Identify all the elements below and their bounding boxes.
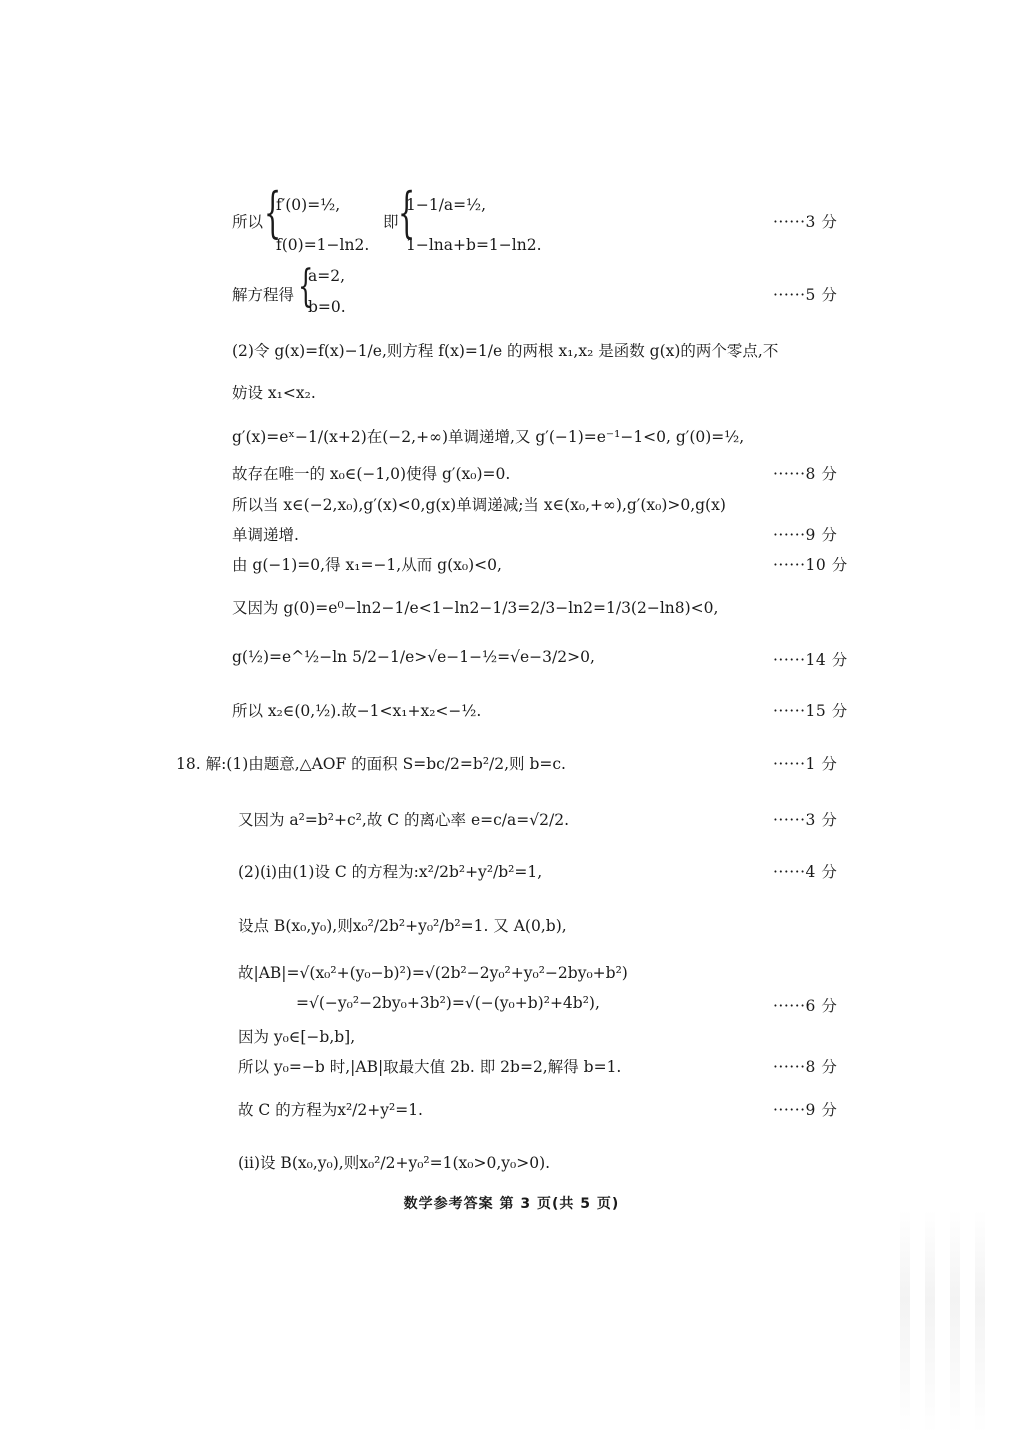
eq-f0: f(0)=1−ln2. xyxy=(276,236,370,254)
scan-artifact xyxy=(900,1210,910,1434)
score: ······4 分 xyxy=(773,863,838,881)
text-line: 又因为 g(0)=e⁰−ln2−1/e<1−ln2−1/3=2/3−ln2=1/3(2−ln8)<0, xyxy=(232,599,719,617)
scan-artifact xyxy=(950,1210,960,1434)
eq-fprime: f′(0)=½, xyxy=(276,196,341,214)
text-line: 单调递增. xyxy=(232,526,299,544)
text-line: 因为 y₀∈[−b,b], xyxy=(238,1028,356,1046)
score: ······8 分 xyxy=(773,1058,838,1076)
text-so: 所以 xyxy=(232,213,264,231)
text-line: 所以当 x∈(−2,x₀),g′(x)<0,g(x)单调递减;当 x∈(x₀,+∞),g′(x₀)>0,g(x) xyxy=(232,496,726,514)
text-line: 故 C 的方程为x²/2+y²=1. xyxy=(238,1101,423,1119)
score: ······5 分 xyxy=(773,286,838,304)
left-brace: { xyxy=(398,181,416,244)
scan-artifact xyxy=(925,1210,935,1434)
eq-a2: a=2, xyxy=(308,267,346,285)
text-line: (ii)设 B(x₀,y₀),则x₀²/2+y₀²=1(x₀>0,y₀>0). xyxy=(238,1154,551,1172)
text-line: 所以 x₂∈(0,½).故−1<x₁+x₂<−½. xyxy=(232,702,482,720)
eq-b0: b=0. xyxy=(308,298,346,316)
text-line: 故|AB|=√(x₀²+(y₀−b)²)=√(2b²−2y₀²+y₀²−2by₀+b²) xyxy=(238,964,628,982)
text-line: 故存在唯一的 x₀∈(−1,0)使得 g′(x₀)=0. xyxy=(232,465,511,483)
score: ······3 分 xyxy=(773,811,838,829)
text-line: 妨设 x₁<x₂. xyxy=(232,384,316,402)
score: ······3 分 xyxy=(773,213,838,231)
text-line: (2)令 g(x)=f(x)−1/e,则方程 f(x)=1/e 的两根 x₁,x₂ 是函数 g(x)的两个零点,不 xyxy=(232,342,779,360)
problem-18-heading: 18. 解:(1)由题意,△AOF 的面积 S=bc/2=b²/2,则 b=c. xyxy=(176,755,566,773)
text-line: g(½)=e^½−ln 5/2−1/e>√e−1−½=√e−3/2>0, xyxy=(232,648,595,666)
eq-a: 1−1/a=½, xyxy=(406,196,487,214)
text-line: (2)(i)由(1)设 C 的方程为:x²/2b²+y²/b²=1, xyxy=(238,863,543,881)
text-line: 所以 y₀=−b 时,|AB|取最大值 2b. 即 2b=2,解得 b=1. xyxy=(238,1058,622,1076)
text-solve: 解方程得 xyxy=(232,286,295,304)
text-namely: 即 xyxy=(383,213,399,231)
score: ······9 分 xyxy=(773,526,838,544)
text-line: g′(x)=eˣ−1/(x+2)在(−2,+∞)单调递增,又 g′(−1)=e⁻¹−1<0, g′(0)=½, xyxy=(232,428,745,446)
score: ······14 分 xyxy=(773,651,848,669)
text-line: 由 g(−1)=0,得 x₁=−1,从而 g(x₀)<0, xyxy=(232,556,502,574)
text-line: =√(−y₀²−2by₀+3b²)=√(−(y₀+b)²+4b²), xyxy=(296,994,600,1012)
left-brace: { xyxy=(264,181,282,244)
scan-artifact xyxy=(975,1210,985,1434)
score: ······9 分 xyxy=(773,1101,838,1119)
score: ······8 分 xyxy=(773,465,838,483)
score: ······6 分 xyxy=(773,997,838,1015)
text-line: 设点 B(x₀,y₀),则x₀²/2b²+y₀²/b²=1. 又 A(0,b), xyxy=(238,917,567,935)
eq-b: 1−lna+b=1−ln2. xyxy=(406,236,542,254)
score: ······10 分 xyxy=(773,556,848,574)
page-footer: 数学参考答案 第 3 页(共 5 页) xyxy=(403,1196,620,1212)
score: ······15 分 xyxy=(773,702,848,720)
left-brace: { xyxy=(298,261,314,312)
score: ······1 分 xyxy=(773,755,838,773)
text-line: 又因为 a²=b²+c²,故 C 的离心率 e=c/a=√2/2. xyxy=(238,811,569,829)
